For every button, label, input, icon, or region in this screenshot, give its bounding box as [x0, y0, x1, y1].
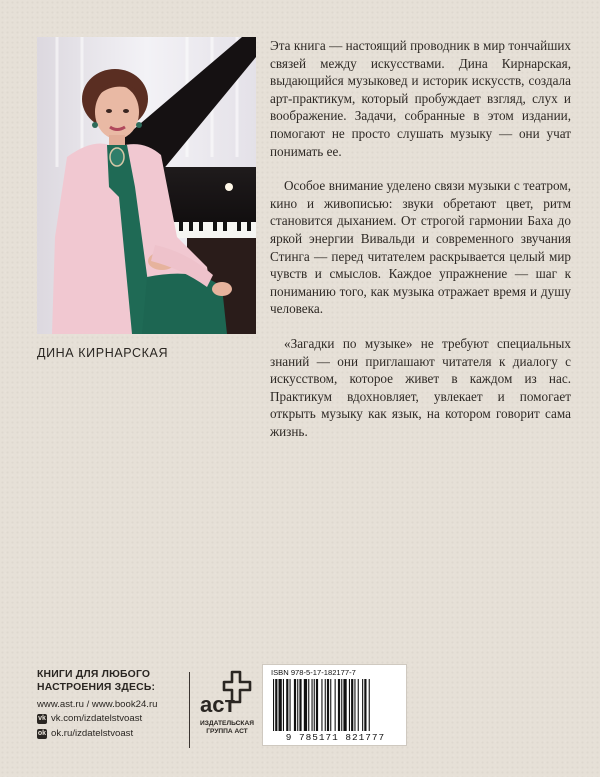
- barcode-bar: [327, 679, 329, 731]
- publisher-logo: [198, 668, 256, 718]
- social-link-vk[interactable]: [37, 711, 182, 726]
- annotation-paragraph: «Загадки по музыке» не требуют специальных знаний — они приглашают читателя к диалогу с искусством, которое живет в каждом из нас. Практикум вдохновляет, увлекает и помогает открыть музыку как язык, на котором говорит сама жизнь.: [270, 335, 571, 439]
- promo-sites[interactable]: www.ast.ru / www.book24.ru: [37, 699, 158, 710]
- barcode-bar: [279, 679, 282, 731]
- barcode-bar: [351, 679, 353, 731]
- barcode-bar: [299, 679, 301, 731]
- barcode-bar: [349, 679, 350, 731]
- barcode-bar: [362, 679, 363, 731]
- barcode-bar: [316, 679, 318, 731]
- barcode-bar: [283, 679, 284, 731]
- ok-icon: ok: [37, 730, 47, 737]
- isbn-barcode: [262, 664, 407, 746]
- social-link-text: vk.com/izdatelstvoast: [51, 713, 143, 724]
- barcode-bar: [338, 679, 340, 731]
- barcode-bar: [312, 679, 313, 731]
- author-name: ДИНА КИРНАРСКАЯ: [37, 346, 169, 360]
- barcode-bar: [364, 679, 366, 731]
- isbn-label: ISBN 978-5-17-182177-7: [271, 668, 356, 677]
- publisher-caption: ИЗДАТЕЛЬСКАЯ ГРУППА АСТ: [200, 720, 254, 735]
- barcode-digits: 9 785171 821777: [285, 732, 386, 743]
- publisher-logo-block: [198, 668, 256, 736]
- barcode-bar: [294, 679, 296, 731]
- barcode-bar: [354, 679, 355, 731]
- book-annotation: [270, 37, 571, 440]
- barcode-bar: [308, 679, 309, 731]
- barcode-bar: [314, 679, 315, 731]
- vk-icon: vk: [38, 715, 46, 722]
- barcode-bar: [369, 679, 370, 731]
- barcode-bar: [335, 679, 336, 731]
- annotation-paragraph: Эта книга — настоящий проводник в мир тончайших связей между искусствами. Дина Кирнарская, выдающийся музыковед и историк искусств, создала арт-практикум, который пробуждает взгляд, слух и воображение. Задачи, собранные в этом издании, помогают не просто слушать музыку — они учат понимать ее.: [270, 38, 571, 159]
- barcode-bar: [358, 679, 359, 731]
- barcode-bar: [273, 679, 274, 731]
- social-link-text: ok.ru/izdatelstvoast: [51, 728, 134, 739]
- barcode-bar: [325, 679, 326, 731]
- barcode-bar: [321, 679, 322, 731]
- barcode-bar: [341, 679, 342, 731]
- barcode-bar: [343, 679, 346, 731]
- barcode-bar: [297, 679, 298, 731]
- author-photo: [37, 37, 256, 334]
- barcode-bar: [275, 679, 277, 731]
- barcode-bar: [286, 679, 288, 731]
- publisher-logo-text: аст: [200, 692, 236, 717]
- barcode-bar: [304, 679, 307, 731]
- barcode-bar: [290, 679, 291, 731]
- barcode-bars: [271, 679, 400, 733]
- social-link-ok[interactable]: [37, 726, 182, 741]
- barcode-bar: [330, 679, 331, 731]
- promo-title: КНИГИ ДЛЯ ЛЮБОГО НАСТРОЕНИЯ ЗДЕСЬ:: [37, 669, 156, 693]
- annotation-paragraph: Особое внимание уделено связи музыки с театром, кино и живописью: звуки обретают цвет, ритм становится дыханием. От строгой гармонии Баха до яркой энергии Вивальди и современного звучания Стинга — перед читателем раскрывается целый мир чувств и смыслов. Каждое упражнение — шаг к пониманию того, как музыка отражает время и душу человека.: [270, 178, 571, 317]
- author-photo-illustration: [37, 37, 256, 334]
- promo-block: [37, 668, 182, 741]
- divider: [189, 672, 190, 748]
